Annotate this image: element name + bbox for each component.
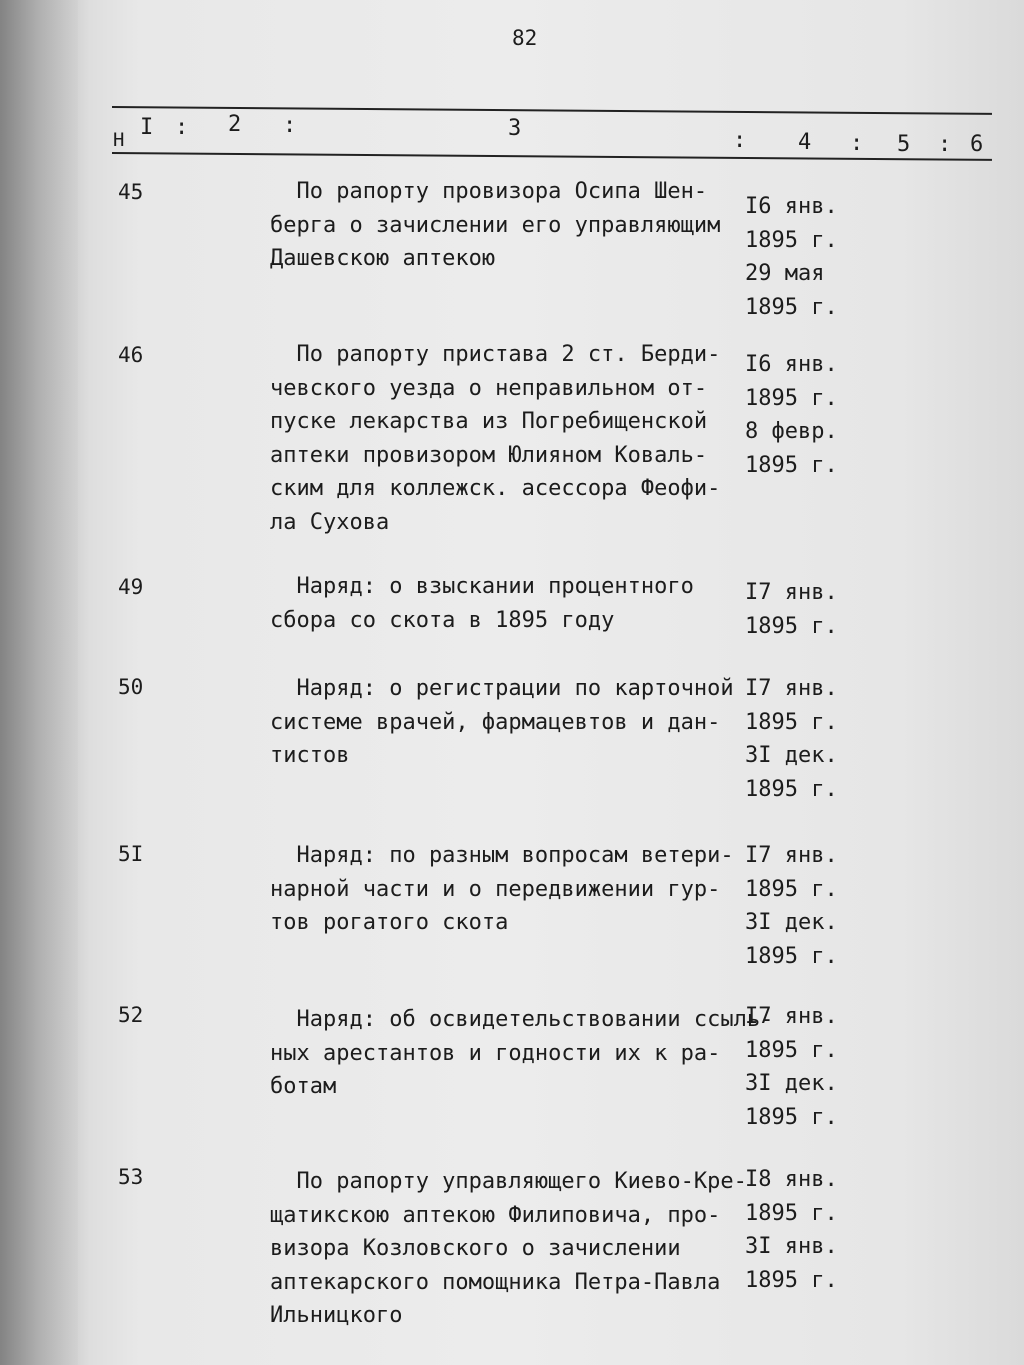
entry-dates: I6 янв. 1895 г. 8 февр. 1895 г. (745, 352, 838, 478)
entry-description: По рапорту пристава 2 ст. Берди- чевского уезда о неправильном от- пуске лекарства из Погребищенской аптеки провизором Юлияном Коваль- ским для коллежск. асессора Феофи- ла Сухова (270, 342, 721, 535)
header-rule-top (112, 106, 992, 115)
entry-dates: I7 янв. 1895 г. (745, 580, 838, 639)
col-head-3: 3 (508, 116, 522, 141)
entry-dates: I7 янв. 1895 г. 3I дек. 1895 г. (745, 1004, 838, 1130)
col-head-4: 4 (798, 130, 812, 155)
entry-number: 46 (118, 343, 144, 367)
entry-description: По рапорту управляющего Киево-Кре- щатикскою аптекою Филиповича, про- визора Козловского о зачислении аптекарского помощника Петра-Павла Ильницкого (270, 1169, 747, 1328)
entry-description: Наряд: о взыскании процентного сбора со скота в 1895 году (270, 574, 694, 633)
page-number: 82 (512, 26, 538, 50)
col-head-6: 6 (970, 132, 984, 157)
col-sep: : (850, 131, 864, 156)
entry-description: Наряд: по разным вопросам ветери- нарной части и о передвижении гур- тов рогатого скота (270, 843, 734, 935)
entry-number: 53 (118, 1165, 144, 1189)
entry-description: Наряд: о регистрации по карточной системе врачей, фармацевтов и дан- тистов (270, 676, 734, 768)
page-binding-shadow (0, 0, 78, 1365)
col-sep: : (733, 128, 747, 153)
entry-description: По рапорту провизора Осипа Шен- берга о зачислении его управляющим Дашевскою аптекою (270, 179, 721, 271)
entry-description: Наряд: об освидетельствовании ссыль- ных арестантов и годности их к ра- ботам (270, 1007, 774, 1099)
col-sep: : (283, 113, 297, 138)
col-head-2: 2 (228, 112, 242, 137)
col-head-5: 5 (897, 132, 911, 157)
entry-number: 52 (118, 1003, 144, 1027)
col-sep: : (175, 115, 189, 140)
entry-number: 5I (118, 842, 144, 866)
entry-number: 49 (118, 575, 144, 599)
col-sep: : (938, 132, 952, 157)
entry-dates: I7 янв. 1895 г. 3I дек. 1895 г. (745, 843, 838, 969)
entry-dates: I8 янв. 1895 г. 3I янв. 1895 г. (745, 1167, 838, 1293)
entry-number: 50 (118, 675, 144, 699)
entry-dates: I6 янв. 1895 г. 29 мая 1895 г. (745, 194, 838, 320)
entry-number: 45 (118, 180, 144, 204)
col-head-n: Н (113, 129, 125, 151)
col-head-1: I (140, 115, 154, 140)
entry-dates: I7 янв. 1895 г. 3I дек. 1895 г. (745, 676, 838, 802)
